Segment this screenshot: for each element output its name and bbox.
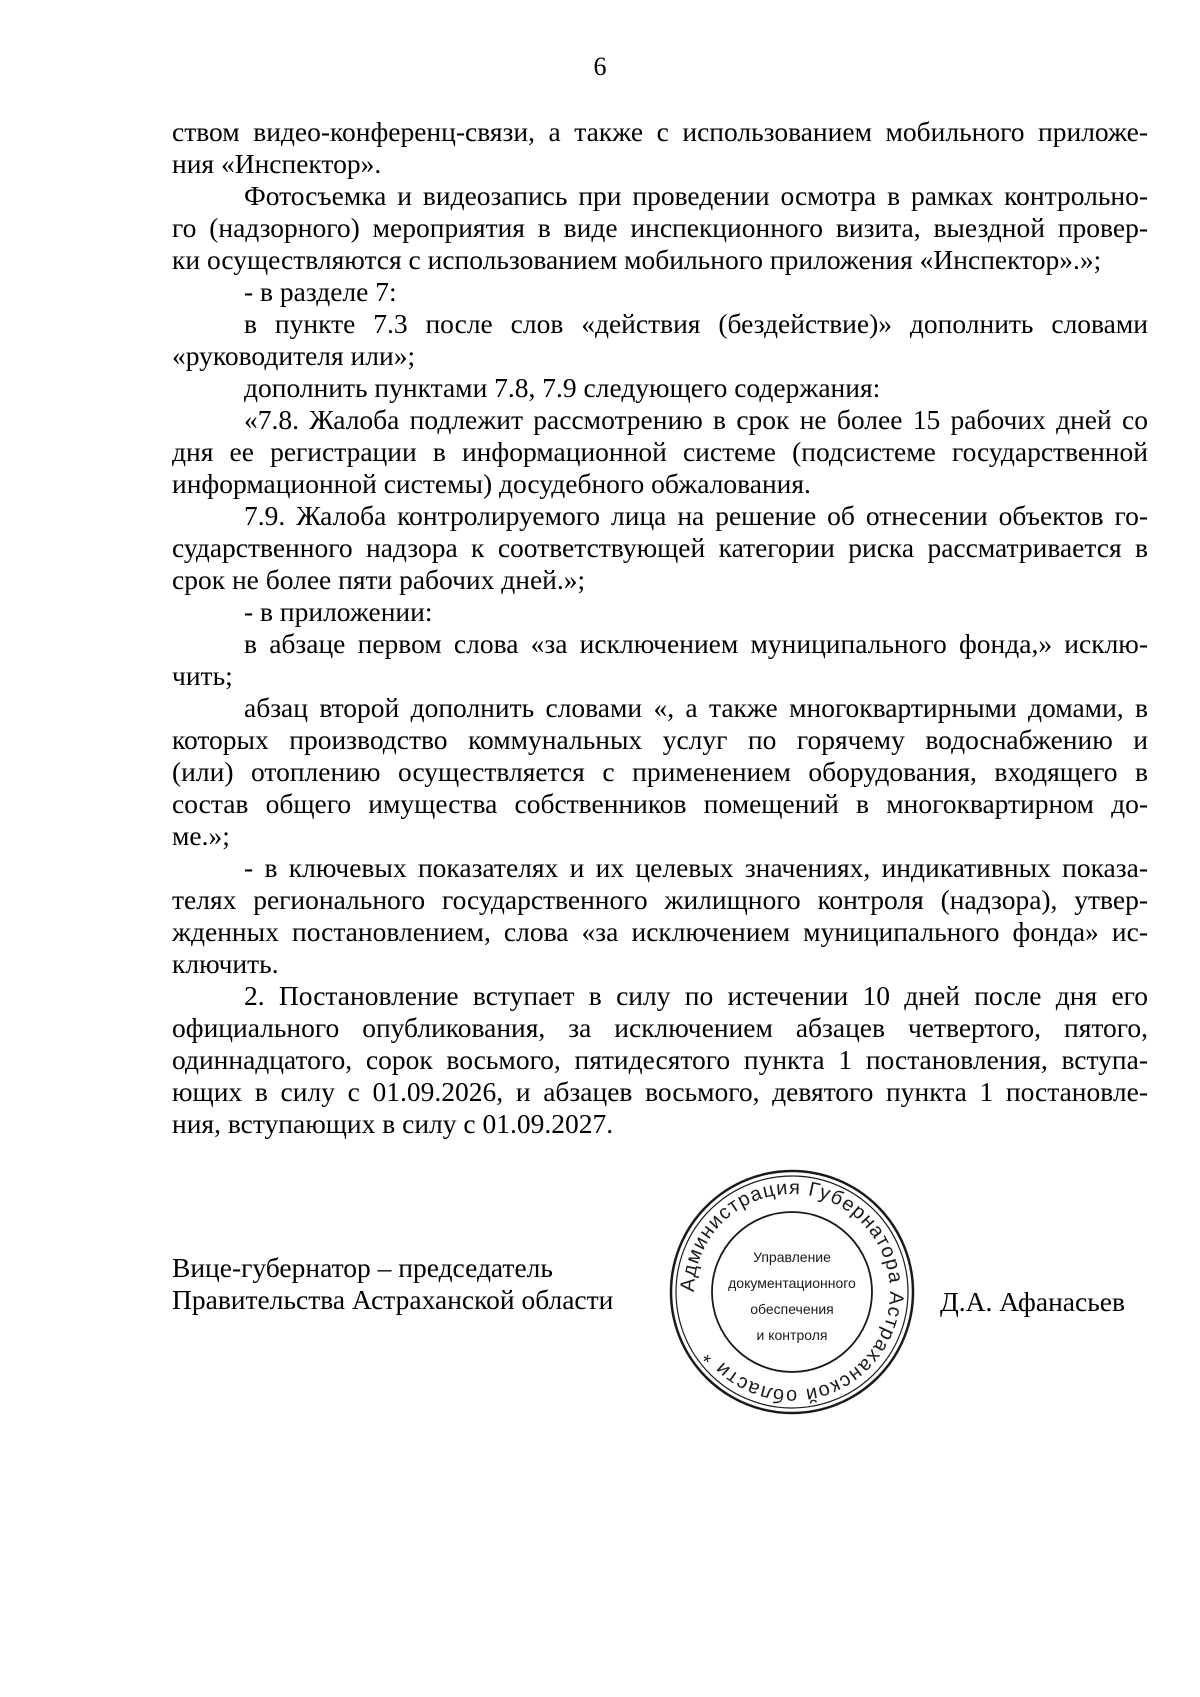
body-line: «7.8. Жалоба подлежит рассмотрению в срок не более 15 рабочих дней со (244, 404, 1148, 435)
body-line: одиннадцатого, сорок восьмого, пятидесятого пункта 1 постановления, вступа- (172, 1044, 1148, 1075)
seal-center-line: Управление (753, 1249, 831, 1265)
body-line: - в ключевых показателях и их целевых значениях, индикативных показа- (244, 852, 1148, 883)
body-line: телях регионального государственного жилищного контроля (надзора), утвер- (172, 884, 1148, 915)
body-line: «руководителя или»; (172, 340, 416, 371)
body-line: чить; (172, 660, 233, 691)
signature-position-line: Вице-губернатор – председатель (172, 1252, 553, 1283)
seal-outer-ring (671, 1171, 913, 1413)
body-line: абзац второй дополнить словами «, а также многоквартирными домами, в (244, 692, 1148, 723)
body-line: ме.»; (172, 820, 230, 851)
body-line: дня ее регистрации в информационной системе (подсистеме государственной (172, 436, 1148, 467)
signature-position-line: Правительства Астраханской области (172, 1284, 614, 1315)
body-line: информационной системы) досудебного обжалования. (172, 468, 811, 499)
signatory-name: Д.А. Афанасьев (940, 1286, 1125, 1317)
body-line: которых производство коммунальных услуг по горячему водоснабжению и (172, 724, 1148, 755)
body-line: состав общего имущества собственников помещений в многоквартирном до- (172, 788, 1148, 819)
body-line: - в разделе 7: (244, 276, 397, 307)
signature-position (172, 1252, 613, 1316)
seal-graphic (667, 1167, 917, 1417)
body-line: сударственного надзора к соответствующей категории риска рассматривается в (172, 532, 1148, 563)
seal-inner-ring (712, 1212, 872, 1372)
body-text (172, 116, 1148, 1140)
body-line: ством видео-конференц-связи, а также с использованием мобильного приложе- (172, 116, 1148, 147)
seal-center-line: документационного (728, 1275, 856, 1291)
seal-center-line: обеспечения (750, 1301, 834, 1317)
seal-center-line: и контроля (756, 1327, 828, 1343)
body-line: официального опубликования, за исключением абзацев четвертого, пятого, (172, 1012, 1148, 1043)
body-line: срок не более пяти рабочих дней.»; (172, 564, 586, 595)
official-seal (667, 1167, 917, 1417)
body-line: ключить. (172, 948, 279, 979)
body-line: 7.9. Жалоба контролируемого лица на решение об отнесении объектов го- (244, 500, 1148, 531)
body-line: ки осуществляются с использованием мобильного приложения «Инспектор».»; (172, 244, 1102, 275)
body-line: ющих в силу с 01.09.2026, и абзацев восьмого, девятого пункта 1 постановле- (172, 1076, 1148, 1107)
body-line: жденных постановлением, слова «за исключением муниципального фонда» ис- (172, 916, 1148, 947)
body-line: - в приложении: (244, 596, 433, 627)
body-line: ния, вступающих в силу с 01.09.2027. (172, 1108, 614, 1139)
page-number: 6 (593, 52, 607, 81)
body-line: в абзаце первом слова «за исключением муниципального фонда,» исклю- (244, 628, 1148, 659)
seal-ring-textpath: Администрация Губернатора Астраханской области * (676, 1176, 908, 1408)
body-line: го (надзорного) мероприятия в виде инспекционного визита, выездной провер- (172, 212, 1148, 243)
body-line: Фотосъемка и видеозапись при проведении осмотра в рамках контрольно- (244, 180, 1148, 211)
body-line: 2. Постановление вступает в силу по истечении 10 дней после дня его (244, 980, 1148, 1011)
body-line: ния «Инспектор». (172, 148, 382, 179)
body-line: дополнить пунктами 7.8, 7.9 следующего содержания: (244, 372, 881, 403)
body-line: (или) отоплению осуществляется с применением оборудования, входящего в (172, 756, 1148, 787)
body-line: в пункте 7.3 после слов «действия (бездействие)» дополнить словами (244, 308, 1148, 339)
